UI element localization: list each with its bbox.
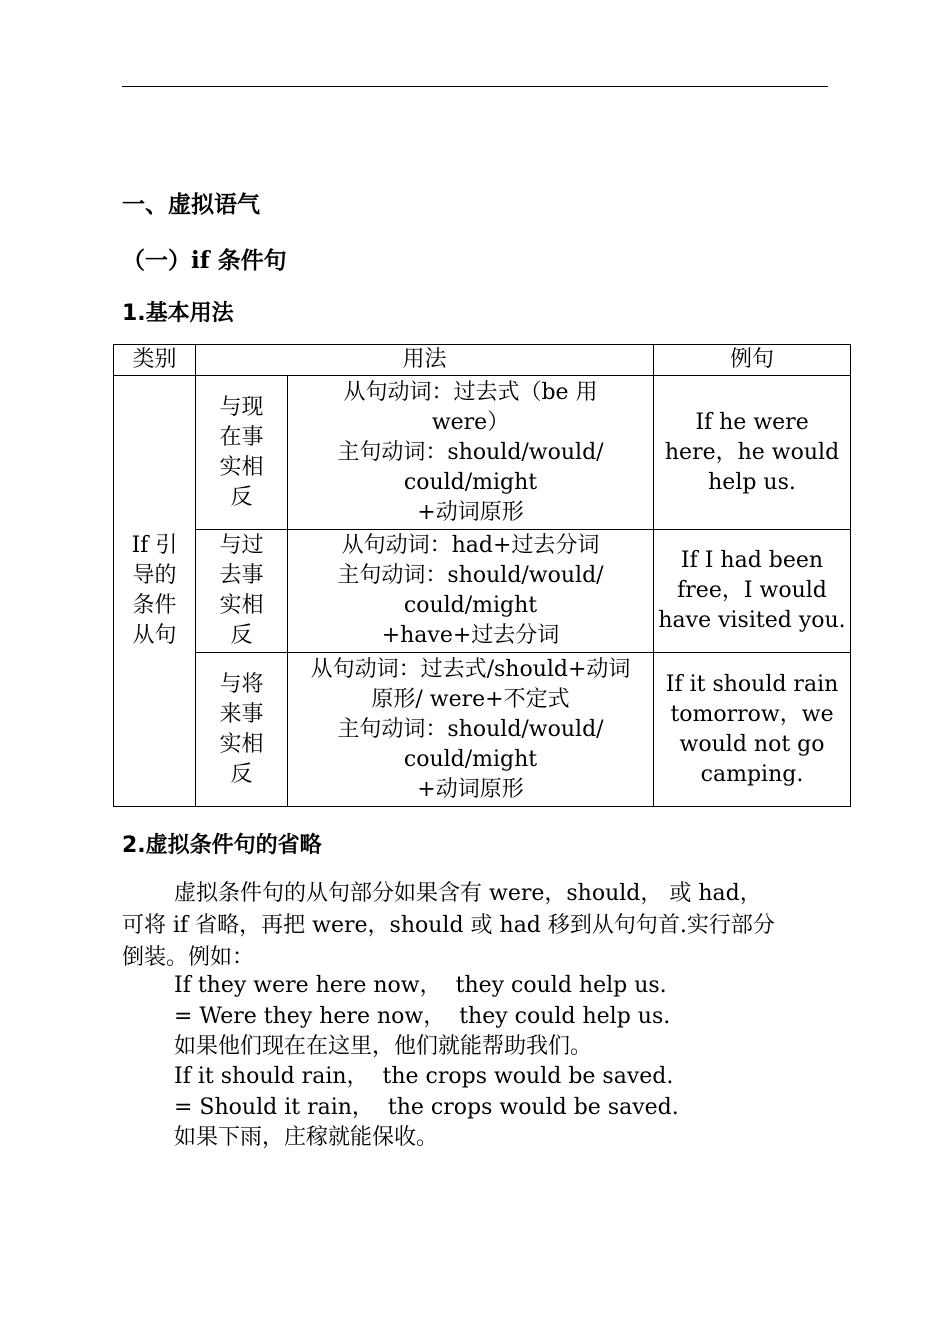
section-heading: 一、虚拟语气 xyxy=(122,192,260,218)
example-sentence: = Should it rain， the crops would be saved. xyxy=(174,1095,679,1120)
example-sentence: = Were they here now， they could help us. xyxy=(174,1004,671,1029)
header-category: 类别 xyxy=(114,345,196,376)
example-cell-future: If it should rain tomorrow，we would not go camping. xyxy=(654,653,851,807)
example-cell-present: If he were here，he would help us. xyxy=(654,376,851,530)
table-header-row xyxy=(114,345,851,376)
table-row xyxy=(114,376,851,530)
example-translation: 如果他们现在在这里，他们就能帮助我们。 xyxy=(174,1034,593,1059)
category-cell: If 引 导的 条件 从句 xyxy=(114,376,196,807)
explanation-paragraph: 虚拟条件句的从句部分如果含有 were，should， 或 had， 可将 if 省略，再把 were，should 或 had 移到从句句首.实行部分 倒装。例如： xyxy=(122,881,775,970)
example-cell-past: If I had been free，I would have visited you. xyxy=(654,530,851,653)
usage-cell-present: 从句动词：过去式（be 用 were） 主句动词：should/would/ could/might +动词原形 xyxy=(288,376,654,530)
type-cell-past: 与过 去事 实相 反 xyxy=(196,530,288,653)
type-cell-present: 与现 在事 实相 反 xyxy=(196,376,288,530)
topic-heading-omission: 2.虚拟条件句的省略 xyxy=(122,833,322,858)
usage-cell-future: 从句动词：过去式/should+动词 原形/ were+不定式 主句动词：should/would/ could/might +动词原形 xyxy=(288,653,654,807)
table-row xyxy=(114,653,851,807)
table-row xyxy=(114,530,851,653)
header-example: 例句 xyxy=(654,345,851,376)
type-cell-future: 与将 来事 实相 反 xyxy=(196,653,288,807)
conditional-usage-table xyxy=(113,344,851,807)
header-rule xyxy=(122,86,828,87)
example-sentence: If it should rain， the crops would be saved. xyxy=(174,1064,674,1089)
example-translation: 如果下雨，庄稼就能保收。 xyxy=(174,1125,439,1150)
subsection-heading: （一）if 条件句 xyxy=(122,247,287,274)
topic-heading-basic-usage: 1.基本用法 xyxy=(122,301,234,326)
usage-cell-past: 从句动词：had+过去分词 主句动词：should/would/ could/might +have+过去分词 xyxy=(288,530,654,653)
example-sentence: If they were here now， they could help us. xyxy=(174,973,667,998)
header-usage: 用法 xyxy=(196,345,654,376)
